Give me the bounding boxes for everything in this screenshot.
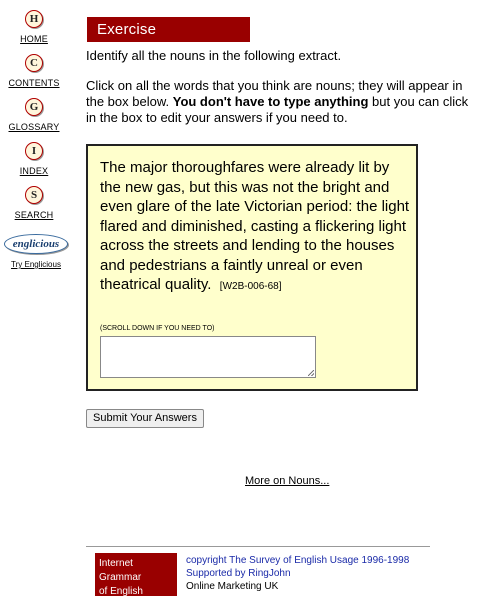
footer-divider <box>86 546 430 547</box>
exercise-banner: Exercise <box>87 17 250 42</box>
instruction-detail <box>86 78 478 126</box>
answers-textarea[interactable] <box>100 336 316 378</box>
instruction-detail-a: Click on all the words that you think are nouns; they will appear in the box below. <box>86 78 463 109</box>
glossary-icon: G <box>25 98 43 116</box>
nav-contents-label: CONTENTS <box>8 78 60 88</box>
try-englicious-link[interactable]: Try Englicious <box>11 260 61 269</box>
nav-contents-link[interactable] <box>0 54 68 91</box>
instruction-text: Identify all the nouns in the following extract. <box>86 48 342 63</box>
more-on-nouns-link[interactable]: More on Nouns... <box>245 475 330 487</box>
supported-by-text: Supported by RingJohn <box>186 568 291 579</box>
englicious-promo <box>3 234 69 269</box>
nav-search-label: SEARCH <box>14 210 54 220</box>
extract-text[interactable]: The major thoroughfares were already lit by the new gas, but this was not the bright and even glare of the late Victorian period: the light flared and diminished, casting a flickering light across the streets and lending to the houses and pedestrians a faintly unreal or even theatrical quality. <box>100 159 410 293</box>
nav-index-link[interactable] <box>0 142 68 179</box>
copyright-text: copyright The Survey of English Usage 1996-1998 <box>186 555 410 566</box>
instruction-detail-bold: You don't have to type anything <box>172 94 369 109</box>
search-icon: S <box>25 186 43 204</box>
nav-glossary-label: GLOSSARY <box>8 122 60 132</box>
marketing-text: Online Marketing UK <box>186 581 279 592</box>
side-navigation <box>0 10 68 230</box>
nav-home-label: HOME <box>20 34 48 44</box>
nav-search-link[interactable] <box>0 186 68 223</box>
scroll-note: (SCROLL DOWN IF YOU NEED TO) <box>100 325 215 332</box>
logo-line-1: Internet Grammar <box>99 558 142 583</box>
instruction-detail-c: but you can click in the box to edit your answers if you need to. <box>86 94 469 125</box>
resize-grip-icon[interactable] <box>308 370 314 376</box>
home-icon: H <box>25 10 43 28</box>
index-icon: I <box>25 142 43 160</box>
contents-icon: C <box>25 54 43 72</box>
extract-passage[interactable] <box>100 158 412 297</box>
exercise-box <box>86 144 418 391</box>
extract-reference: [W2B-006-68] <box>219 281 282 292</box>
footer-credits <box>186 554 409 593</box>
nav-glossary-link[interactable] <box>0 98 68 135</box>
nav-index-label: INDEX <box>19 166 49 176</box>
logo-line-2: of English <box>99 586 143 597</box>
internet-grammar-logo[interactable] <box>95 553 177 596</box>
nav-home-link[interactable] <box>0 10 68 47</box>
englicious-logo[interactable]: englicious <box>4 234 68 254</box>
submit-answers-button[interactable]: Submit Your Answers <box>86 409 204 428</box>
